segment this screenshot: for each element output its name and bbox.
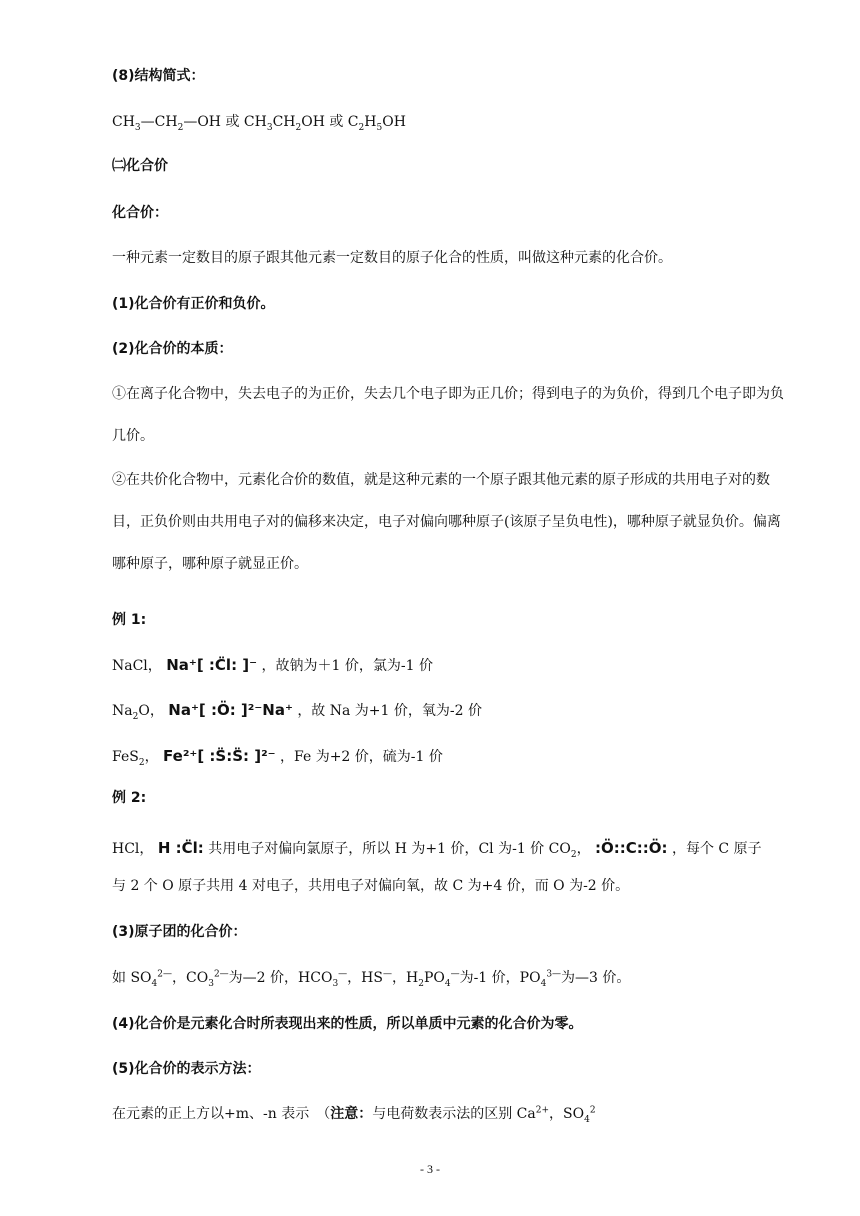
section-2-title: ㈡化合价 — [112, 158, 168, 174]
example-1-title: 例 1: — [112, 612, 147, 628]
example-2-line-2: 与 2 个 O 原子共用 4 对电子，共用电子对偏向氧，故 C 为+4 价，而 O 为-2 价。 — [112, 878, 630, 894]
point-5-text: 在元素的正上方以+m、-n 表示 （注意：与电荷数表示法的区别 $Ca^{2+}$，$SO_4^2$ — [112, 1105, 596, 1125]
example-1-row-na2o: $Na_2O$， Na⁺[ :Ö: ]²⁻Na⁺ ，故 Na 为+1 价，氧为-2 价 — [112, 701, 482, 722]
example-2-title: 例 2: — [112, 790, 147, 806]
point-2-covalent: ②在共价化合物中，元素化合价的数值，就是这种元素的一个原子跟其他元素的原子形成的共用电子对的数目，正负价则由共用电子对的偏移来决定，电子对偏向哪种原子(该原子呈负电性)，哪种原子就显负价。偏离哪种原子，哪种原子就显正价。 — [112, 472, 781, 572]
nacl-electron-formula: Na⁺[ :C̈l: ]⁻ — [166, 656, 258, 674]
example-2-line-1: HCl， H :C̈l: 共用电子对偏向氯原子，所以 H 为+1 价，Cl 为-1 价 $CO_2$， :Ö::C::Ö: ，每个 C 原子 — [112, 839, 762, 860]
point-2-title: (2)化合价的本质： — [112, 341, 233, 357]
co2-electron-formula: :Ö::C::Ö: — [595, 839, 668, 857]
point-3-title: (3)原子团的化合价： — [112, 924, 247, 940]
page-number: - 3 - — [420, 1162, 440, 1176]
fes2-electron-formula: Fe²⁺[ :S̈:S̈: ]²⁻ — [163, 747, 276, 765]
hcl-electron-formula: H :C̈l: — [157, 839, 204, 857]
structural-formula: $CH_3—CH_2—OH$ 或 $CH_3CH_2OH$ 或 $C_2H_5OH$ — [112, 114, 406, 133]
point-2-ionic: ①在离子化合物中，失去电子的为正价，失去几个电子即为正几价；得到电子的为负价，得到几个电子即为负几价。 — [112, 386, 784, 444]
definition-title: 化合价： — [112, 205, 168, 221]
point-4: (4)化合价是元素化合时所表现出来的性质，所以单质中元素的化合价为零。 — [112, 1016, 583, 1032]
example-1-row-nacl: NaCl， Na⁺[ :C̈l: ]⁻ ，故钠为＋1 价，氯为-1 价 — [112, 656, 433, 674]
point-3-text: 如 $SO_4^{2—}$，$CO_3^{2—}$为—2 价，$HCO_3^—$，HS—，$H_2PO_4^—$为-1 价，$PO_4^{3—}$为—3 价。 — [112, 969, 631, 989]
definition-text: 一种元素一定数目的原子跟其他元素一定数目的原子化合的性质，叫做这种元素的化合价。 — [112, 250, 672, 266]
section-8-title: (8)结构简式： — [112, 68, 205, 84]
example-1-row-fes2: FeS$_2$， Fe²⁺[ :S̈:S̈: ]²⁻ ，Fe 为+2 价，硫为-1 价 — [112, 747, 443, 768]
point-5-title: (5)化合价的表示方法： — [112, 1061, 261, 1077]
na2o-electron-formula: Na⁺[ :Ö: ]²⁻Na⁺ — [168, 701, 293, 719]
point-1: (1)化合价有正价和负价。 — [112, 296, 275, 312]
